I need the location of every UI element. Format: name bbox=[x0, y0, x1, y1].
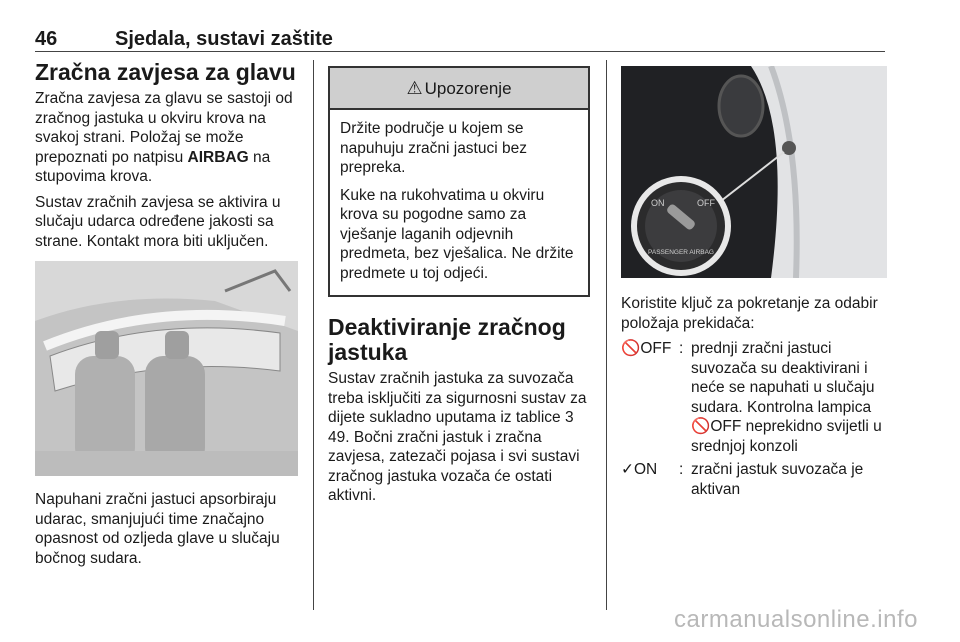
airbag-on-icon: ✓ bbox=[621, 461, 634, 478]
warning-header bbox=[330, 68, 588, 110]
page-number: 46 bbox=[35, 28, 58, 50]
paragraph-curtain-intro: Zračna zavjesa za glavu se sastoji od zračnog jastuka u okviru krova na svakoj strani. Položaj se može prepoznati po natpisu AIRBAG na stupovima krova. bbox=[35, 90, 293, 185]
watermark: carmanualsonline.info bbox=[674, 606, 918, 633]
definition-term-off: 🚫OFF bbox=[621, 340, 672, 357]
warning-box bbox=[328, 66, 590, 297]
airbag-off-icon: 🚫 bbox=[691, 418, 711, 435]
warning-icon: ⚠ bbox=[406, 78, 423, 98]
paragraph-curtain-activation: Sustav zračnih zavjesa se aktivira u slučaju udarca određene jakosti sa strane. Kontakt mora biti uključen. bbox=[35, 193, 281, 250]
column-divider-2 bbox=[606, 60, 607, 610]
column-3 bbox=[621, 60, 887, 499]
definition-desc-off: prednji zračni jastuci suvozača su deaktivirani i neće se napuhati u slučaju sudara. Kontrolna lampica 🚫OFF neprekidno svijetli u srednjoj konzoli bbox=[691, 340, 882, 455]
column-2 bbox=[328, 60, 594, 512]
airbag-switch-photo bbox=[621, 66, 887, 278]
photo-label-passenger-airbag: PASSENGER AIRBAG bbox=[648, 249, 714, 256]
page-reference: 3 49 bbox=[328, 409, 574, 446]
section-title: Sjedala, sustavi zaštite bbox=[115, 28, 333, 50]
heading-airbag-deactivation: Deaktiviranje zračnog jastuka bbox=[328, 314, 566, 365]
definition-desc-on: zračni jastuk suvozača je aktivan bbox=[691, 461, 864, 498]
photo-label-on: ON bbox=[651, 198, 665, 208]
paragraph-curtain-protection: Napuhani zračni jastuci apsorbiraju udarac, smanjujući time značajno opasnost od ozljeda glave u slučaju bočnog sudara. bbox=[35, 491, 280, 567]
header-rule bbox=[35, 51, 885, 52]
page-header bbox=[35, 26, 885, 52]
photo-label-off: OFF bbox=[697, 198, 715, 208]
airbag-label-text: AIRBAG bbox=[187, 148, 249, 166]
definition-off: 🚫OFF : prednji zračni jastuci suvozača su deaktivirani i neće se napuhati u slučaju sudara. Kontrolna lampica 🚫OFF neprekidno svijetli u srednjoj konzoli bbox=[621, 339, 887, 456]
column-1 bbox=[35, 60, 298, 574]
definition-term-on: ✓ON bbox=[621, 461, 658, 478]
warning-body bbox=[330, 110, 588, 295]
warning-paragraph-2: Kuke na rukohvatima u okviru krova su pogodne samo za vješanje laganih odjevnih predmeta, bez vješalica. Ne držite predmete u toj odjeći. bbox=[340, 186, 574, 282]
warning-title: Upozorenje bbox=[424, 79, 512, 98]
warning-paragraph-1: Držite područje u kojem se napuhuju zračni jastuci bez prepreka. bbox=[340, 120, 527, 176]
curtain-airbag-illustration bbox=[35, 261, 298, 476]
definition-on: ✓ON : zračni jastuk suvozača je aktivan bbox=[621, 460, 887, 499]
paragraph-deactivation: Sustav zračnih jastuka za suvozača treba isključiti za sigurnosni sustav za dijete sukladno uputama iz tablice 3 49. Bočni zračni jastuk i zračna zavjesa, zatezači pojasa i svi sustavi zračnog jastuka vozača će ostati aktivni. bbox=[328, 370, 587, 504]
airbag-off-icon: 🚫 bbox=[621, 340, 641, 357]
column-divider-1 bbox=[313, 60, 314, 610]
heading-head-curtain: Zračna zavjesa za glavu bbox=[35, 59, 296, 85]
paragraph-switch-intro: Koristite ključ za pokretanje za odabir položaja prekidača: bbox=[621, 295, 878, 332]
